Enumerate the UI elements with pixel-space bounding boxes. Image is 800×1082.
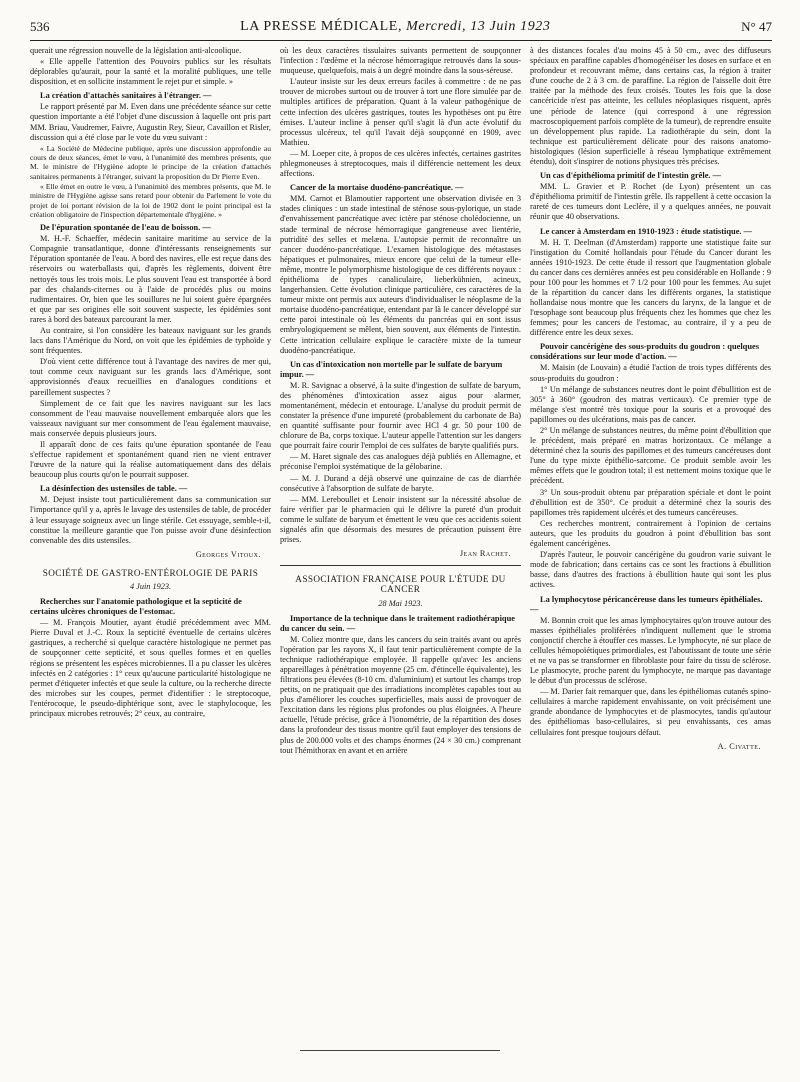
section-heading: Cancer de la mortaise duodéno-pancréatique. — (290, 183, 464, 193)
paragraph: — M. Haret signale des cas analogues déjà publiés en Allemagne, et préconise l'emploi systématique de la gélobarine. (280, 452, 521, 472)
paragraph: — M. Loeper cite, à propos de ces ulcères infectés, certaines gastrites phlegmoneuses à streptocoques, mais il différencie nettement les deux affections. (280, 148, 521, 179)
paragraph: M. Maisin (de Louvain) a étudié l'action de trois types différents des sous-produits du goudron : (530, 363, 771, 383)
paragraph: Il apparaît donc de ces faits qu'une épuration spontanée de l'eau s'effectue rapidement et spontanément quand rien ne vient entraver l'œuvre de la nature qui la réalise automatiquement dans des délais beaucoup plus courts qu'on le pourrait supposer. (30, 440, 271, 480)
session-date: 28 Mai 1923. (378, 598, 423, 608)
section-heading: De l'épuration spontanée de l'eau de boisson. — (40, 223, 211, 233)
paragraph: 1° Un mélange de substances neutres dont le point d'ébullition est de 305° à 360° (goudron des matras verticaux). Ce premier type de mélange s'est montré très toxique pour la souris et a provoqué des papillomes ou des ulcérations, mais pas de cancer. (530, 384, 771, 424)
paragraph: MM. Carnot et Blamoutier rapportent une observation divisée en 3 stades cliniques : un stade intestinal de sténose sous-pylorique, un stade d'envahissement pancréatique avec ictère par sténose cholédocienne, un stade terminal de nécrose hémorragique gangreneuse avec lientérie, putridité des selles et melæna. L'autopsie permit de reconnaître un cancer duodéno-pancréatique. L'examen histologique des métastases hépatiques et pulmonaires, mieux encore que celui de la tumeur elle-même, montre le polymorphisme histologique de ces différents noyaux : épithélioma de types canaliculaire, lieberkühnien, acineux, langerhansien. Cette évolution clinique particulière, ces caractères de la tumeur mixte ont permis aux auteurs d'individualiser le néoplasme de la mortaise duodéno-pancréatique, entendant par là le cancer développé sur cette paroi intestinale où les éléments du pancréas qui en sont issus embryologiquement se mêlent, bien souvent, aux éléments de l'intestin. Cette intrication cellulaire explique le caractère mixte de la tumeur duodéno-pancréatique. (280, 194, 521, 355)
paragraph: où les deux caractères tissulaires suivants permettent de soupçonner l'infection : l'œdème et la nécrose hémorragique retrouvés dans la sous-muqueuse, quelquefois, mais à un degré moindre dans la sous-séreuse. (280, 46, 521, 76)
footer-rule (300, 1050, 500, 1051)
paragraph: querait une régression nouvelle de la législation anti-alcoolique. (30, 46, 242, 55)
paragraph: 2° Un mélange de substances neutres, du même point d'ébullition que le précédent, mais préparé en matras horizontaux. Ce mélange a déterminé chez la souris des papillomes et des tumeurs cancéreuses dont l'une du type mixte épithélio-sarcome. Ce produit semble avoir les mêmes effets que le goudron total; il est nettement moins toxique que le précédent. (530, 426, 771, 486)
paragraph: M. R. Savignac a observé, à la suite d'ingestion de sulfate de baryum, des phénomènes d'intoxication assez aigus pour alarmer, momentanément, médecin et entourage. L'analyse du produit permit de constater la présence d'une impureté (probablement du carbonate de Ba) en quantité suffisante pour fournir avec HCl 4 gr. 50 pour 100 de chlorure de Ba, corps toxique. L'auteur appelle l'attention sur les dangers que pourrait faire courir l'emploi de ces sulfates de baryte qualifiés purs. (280, 380, 521, 451)
paragraph: à des distances focales d'au moins 45 à 50 cm., avec des diffuseurs spéciaux en paraffine capables d'homogénéiser les doses en surface et en profondeur et recouvrant même, dans certains cas, la région à traiter d'une couche de 2 à 3 cm. de paraffine. La région de l'aisselle doit être traitée par la méthode des feux croisés. Toutes les fois que la dose cancéricide n'est pas atteinte, les cellules néoplasiques risquent, après une période de latence (qui correspond à une régression macroscopiquement parfois complète de la tumeur), de reprendre ensuite un développement plus rapide. La radiothérapie du sein, dont la technique est particulièrement délicate pour des raisons anatomo-histologiques (lésion superficielle à réseau lymphatique extrêmement étendu), doit s'inspirer de notions physiques très précises. (530, 46, 771, 167)
column-1 (30, 46, 271, 1046)
author-signature: Georges Vitoux. (195, 549, 261, 559)
paragraph: Ces recherches montrent, contrairement à l'opinion de certains auteurs, que les produits du goudron à point d'ébullition bas sont également cancérigènes. (530, 518, 771, 549)
section-heading: Importance de la technique dans le traitement radiothérapique du cancer du sein. — (280, 613, 515, 633)
section-heading: Le cancer à Amsterdam en 1910-1923 : étude statistique. — (540, 226, 752, 236)
section-heading: Pouvoir cancérigène des sous-produits du goudron : quelques considérations sur leur mode d'action. — (530, 342, 759, 362)
paragraph: Simplement de ce fait que les navires naviguant sur les lacs consomment de l'eau mauvaise nouvellement embarquée alors que les vaisseaux naviguant sur mer consomment de l'eau également mauvaise, mais conservée depuis plusieurs jours. (30, 398, 271, 438)
article-columns (30, 46, 772, 1046)
section-heading: La lymphocytose péricancéreuse dans les tumeurs épithéliales. — (530, 594, 763, 614)
paragraph: M. H. T. Deelman (d'Amsterdam) rapporte une statistique faite sur l'instigation du Comité hollandais pour l'étude du Cancer durant les années 1910-1923. De cette étude il ressort que l'augmentation globale du cancer dans ces dernières années est peu considérable en Hollande : 9 pour 100 pour les hommes et 7 1/2 pour 100 pour les femmes. Au sujet de la répartition du cancer dans les différents organes, la statistique hollandaise nous montre que les cancers du larynx, de la langue et de l'œsophage sont beaucoup plus fréquents chez les hommes que chez les femmes; pour les cancers de l'estomac, au contraire, il y a peu de différence entre les deux sexes. (530, 237, 771, 338)
paragraph: M. Bonnin croit que les amas lymphocytaires qu'on trouve autour des masses épithéliales proliférées n'indiquent nullement que le stroma conjonctif cherche à étouffer ces masses. Le lymphocyte, né sur place de cellules hémopoïétiques primordiales, est l'aboutissant de toute une série et ne va pas se transformer en fibroblaste pour faire du tissu de sclérose. Le plasmocyte, proche parent du lymphocyte, ne marque pas davantage le début d'un processus de sclérose. (530, 615, 771, 686)
paragraph: « Elle appelle l'attention des Pouvoirs publics sur les résultats déplorables qu'aurait, pour la santé et la moralité publiques, une telle disposition, et en sollicite instamment le rejet pur et simple. » (30, 57, 271, 87)
page-header (30, 14, 772, 41)
association-title: ASSOCIATION FRANÇAISE POUR L'ÉTUDE DU CANCER (295, 574, 506, 595)
journal-title (240, 19, 550, 35)
society-title: SOCIÉTÉ DE GASTRO-ENTÉROLOGIE DE PARIS (42, 567, 259, 578)
paragraph: — MM. Lereboullet et Lenoir insistent sur la nécessité absolue de faire vérifier par le pharmacien qui le délivre la pureté d'un produit comme le sulfate de baryum et émettent le vœu que ces accidents soient signalés afin que désormais des mesures de précaution puissent être prises. (280, 494, 521, 545)
quote-paragraph: « La Société de Médecine publique, après une discussion approfondie au cours de deux séances, émet le vœu, à l'unanimité des membres présents, que M. le ministre de l'Hygiène adopte le principe de la création d'attachés sanitaires permanents à l'étranger, suivant la proposition du Dr Pierre Even. (30, 143, 271, 181)
paragraph: 3° Un sous-produit obtenu par préparation spéciale et dont le point d'ébullition est de 350°. Ce produit a déterminé chez la souris des papillomes très rapidement ulcérés et des tumeurs cancéreuses. (530, 487, 771, 517)
page-number: 536 (30, 19, 50, 34)
paragraph: L'auteur insiste sur les deux erreurs faciles à commettre : de ne pas trouver de microbes surtout ou de trouver à tort une flore simulée par de multiples artifices de préparation. Quant à la valeur pathogénique de cette infection des ulcères gastriques, toutes les hypothèses ont pu être émises. L'auteur incline à penser qu'il s'agit là d'un acte évolutif du processus ulcéreux, tel qu'il l'avait déjà soupçonné en 1909, avec Mathieu. (280, 77, 521, 147)
section-divider (280, 565, 521, 566)
paragraph: MM. L. Gravier et P. Rochet (de Lyon) présentent un cas d'épithélioma primitif de l'intestin grêle. Ils rappellent à cette occasion la rareté de ces tumeurs dont Leclère, il y a quelques années, ne pouvait réunir que 40 observations. (530, 182, 771, 222)
author-signature: Jean Rachet. (459, 549, 511, 559)
paragraph: — M. Darier fait remarquer que, dans les épithéliomas cutanés spino-cellulaires à marche rapidement envahissante, on voit précisément une grande abondance de lymphocytes et de plasmocytes, tandis qu'autour des épithéliomas baso-cellulaires, si peu envahissants, ces amas cellulaires font presque toujours défaut. (530, 687, 771, 737)
paragraph: D'où vient cette différence tout à l'avantage des navires de mer qui, tout comme ceux naviguant sur les grands lacs d'Amérique, sont approvisionnés d'eaux recueillies en d'analogues conditions et pareillement suspectes ? (30, 357, 271, 397)
issue-date: Mercredi, 13 Juin 1923 (406, 19, 551, 34)
paragraph: — M. J. Durand a déjà observé une quinzaine de cas de diarrhée consécutive à l'absorption de sulfate de baryte. (280, 473, 521, 493)
journal-name: LA PRESSE MÉDICALE, (240, 19, 403, 34)
paragraph: M. Dejust insiste tout particulièrement dans sa communication sur l'importance qu'il y a, après le lavage des ustensiles de table, de procéder à leur essuyage soigneux avec un linge stérile. Cet essuyage, semble-t-il, constitue la meilleure garantie que l'on puisse avoir d'une désinfection convenable des dits ustensiles. (30, 495, 271, 545)
section-heading: Un cas d'intoxication non mortelle par le sulfate de baryum impur. — (280, 359, 503, 379)
paragraph: Le rapport présenté par M. Even dans une précédente séance sur cette question importante a été l'objet d'une discussion à laquelle ont pris part MM. Briau, Vaudremer, Faivre, Augustin Rey, Sieur, Cavaillon et Risler, discussion qui a été close par le vote du vœu suivant : (30, 102, 271, 142)
session-date: 4 Juin 1923. (129, 582, 172, 592)
paragraph: Au contraire, si l'on considère les bateaux naviguant sur les grands lacs dans l'Amérique du Nord, on voit que les épidémies de typhoïde y sont fréquentes. (30, 325, 271, 356)
section-heading: La création d'attachés sanitaires à l'étranger. — (40, 91, 212, 101)
column-3 (530, 46, 771, 1046)
issue-number: N° 47 (741, 19, 772, 34)
section-heading: La désinfection des ustensiles de table. — (40, 484, 188, 494)
paragraph: — M. François Moutier, ayant étudié précédemment avec MM. Pierre Duval et J.-C. Roux la septicité éventuelle de certains ulcères gastriques, a recherché si quelque caractère histologique ne permet pas de soupçonner cette septicité, et sous quelles formes et en quelles régions se présentent les espèces microbiennes. Il a pu classer les ulcères infectés en 2 catégories : 1° ceux qu'aucune particularité histologique ne permet d'étiqueter infectés et que seule la culture, ou la recherche directe des microbes sur les coupes, permet d'identifier : le streptocoque, l'entérocoque, le pseudo-diphtérique sont, avec le staphylocoque, les principaux microbes retrouvés; 2° ceux, au contraire, (30, 618, 271, 718)
section-heading: Un cas d'épithélioma primitif de l'intestin grêle. — (540, 171, 721, 181)
paragraph: M. H.-F. Schaeffer, médecin sanitaire maritime au service de la Compagnie transatlantique, donne d'intéressants renseignements sur l'épuration spontanée de l'eau. A bord des navires, elle est reçue dans des réservoirs ou waterballasts qui, d'après les règlements, doivent être nettoyés tous les trois mois. Le plus souvent l'eau est transportée à bord par des chalands-citernes ou à l'aide de procédés plus ou moins rudimentaires. Or, bien que les souillures ne lui soient guère épargnées et que par ses origines elle soit souvent suspecte, les épidémies sont rares à bord des bateaux parcourant la mer. (30, 234, 271, 324)
section-heading: Recherches sur l'anatomie pathologique et la septicité de certains ulcères chroniques de l'estomac. (30, 597, 242, 617)
column-2 (280, 46, 521, 1046)
paragraph: M. Coliez montre que, dans les cancers du sein traités avant ou après l'opération par les rayons X, il faut tenir particulièrement compte de la technique radiothérapique employée. Il rappelle qu'avec les anciens appareillages à pénétration moyenne (25 cm. d'étincelle équivalente), les filtrations peu élevées (8-10 cm. d'aluminium) et surtout les champs trop petits, on ne pratiquait que des irradiations incomplètes capables tout au plus d'améliorer les couches superficielles, mais aussi de provoquer de l'excitation dans les régions plus profondes ou plus éloignées. A l'heure actuelle, l'étude précise, grâce à l'ionométrie, de la répartition des doses dans la profondeur des tissus montre qu'il faut employer des tensions de plus de 200.000 volts et des champs énormes (24 × 30 cm.) comprenant tout l'hémithorax en avant et en arrière (280, 634, 521, 755)
author-signature: A. Civatte. (717, 741, 761, 751)
quote-paragraph: « Elle émet en outre le vœu, à l'unanimité des membres présents, que M. le ministre de l'Hygiène agisse sans retard pour obtenir du Parlement le vote du projet de loi portant révision de la loi de 1902 dont le point principal est la création obligatoire de l'inspection départementale d'hygiène. » (30, 181, 271, 219)
paragraph: D'après l'auteur, le pouvoir cancérigène du goudron varie suivant le mode de fabrication; dans certains cas ce sont les fractions à ébullition basse, dans d'autres des fractions à ébullition haute qui sont les plus actives. (530, 550, 771, 590)
